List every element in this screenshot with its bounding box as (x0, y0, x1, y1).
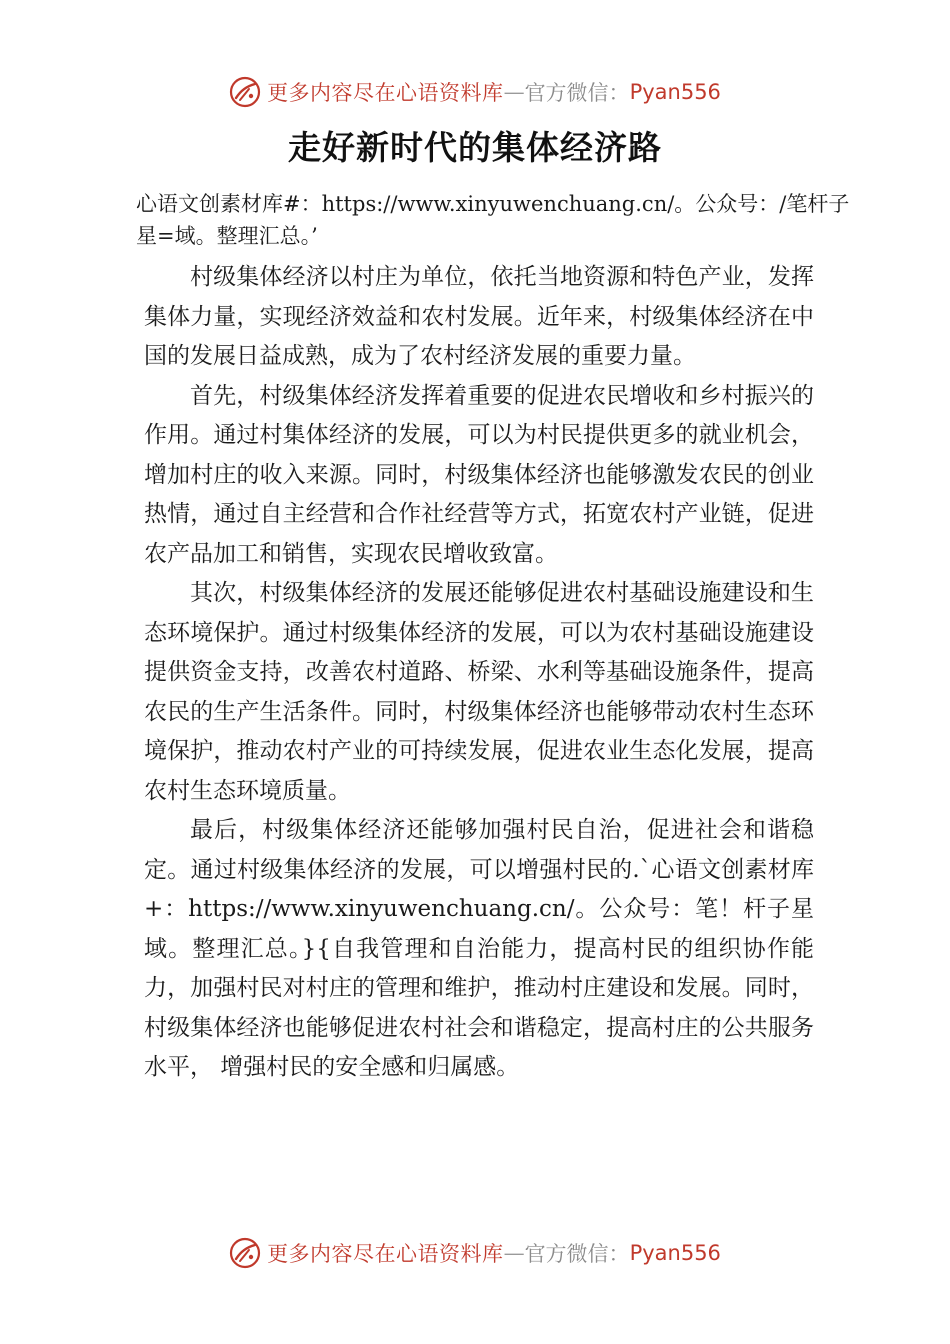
banner-wechat-label: 官方微信： (524, 1242, 630, 1266)
paragraph: 村级集体经济以村庄为单位，依托当地资源和特色产业，发挥集体力量，实现经济效益和农村发展。近年来，村级集体经济在中国的发展日益成熟，成为了农村经济发展的重要力量。 (144, 264, 814, 369)
paragraph: 首先，村级集体经济发挥着重要的促进农民增收和乡村振兴的作用。通过村集体经济的发展，可以为村民提供更多的就业机会，增加村庄的收入来源。同时，村级集体经济也能够激发农民的创业热情，通过自主经营和合作社经营等方式，拓宽农村产业链，促进农产品加工和销售，实现农民增收致富。 (144, 382, 814, 567)
paragraph: 最后，村级集体经济还能够加强村民自治，促进社会和谐稳定。通过村级集体经济的发展，可以增强村民的.`心语文创素材库+：https://www.xinyuwenchuang.cn/。公众号：笔！杆子星域。整理汇总。}{自我管理和自治能力，提高村民的组织协作能力，加强村民对村庄的管理和维护，推动村庄建设和发展。同时，村级集体经济也能够促进农村社会和谐稳定，提高村庄的公共服务水平， 增强村民的安全感和归属感。 (144, 817, 814, 1080)
banner-wechat-id: Pyan556 (629, 80, 721, 104)
footer-banner (0, 1231, 950, 1275)
banner-dash: — (503, 80, 525, 104)
header-banner (0, 70, 950, 114)
banner-slogan: 更多内容尽在心语资料库 (267, 81, 504, 105)
brand-logo-icon (229, 1237, 261, 1269)
document-title: 走好新时代的集体经济路 (288, 128, 662, 167)
brand-logo-icon (229, 76, 261, 108)
banner-dash: — (503, 1241, 525, 1265)
source-note: 心语文创素材库#：https://www.xinyuwenchuang.cn/。公众号：/笔杆子星=域。整理汇总。’ (136, 192, 850, 248)
banner-wechat-label: 官方微信： (524, 81, 630, 105)
paragraph: 其次，村级集体经济的发展还能够促进农村基础设施建设和生态环境保护。通过村级集体经济的发展，可以为农村基础设施建设提供资金支持，改善农村道路、桥梁、水利等基础设施条件，提高农民的生产生活条件。同时，村级集体经济也能够带动农村生态环境保护，推动农村产业的可持续发展，促进农业生态化发展，提高农村生态环境质量。 (144, 580, 814, 804)
banner-slogan: 更多内容尽在心语资料库 (267, 1242, 504, 1266)
banner-wechat-id: Pyan556 (629, 1241, 721, 1265)
document-body (144, 258, 814, 1088)
